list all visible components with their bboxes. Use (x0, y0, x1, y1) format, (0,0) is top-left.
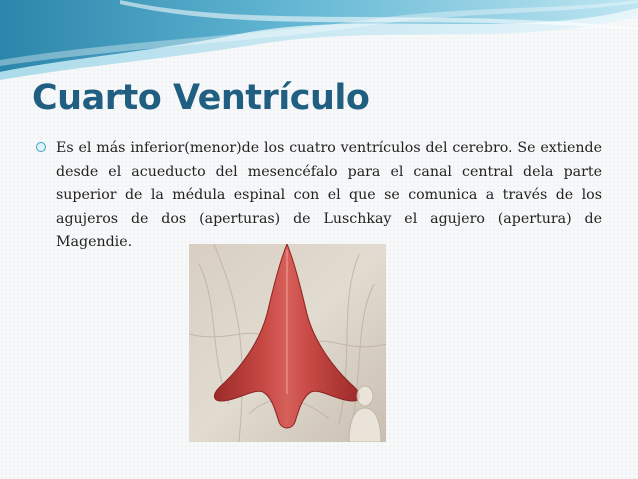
fourth-ventricle-illustration (189, 244, 386, 442)
bullet-item (36, 137, 602, 255)
slide-title: Cuarto Ventrículo (32, 78, 370, 118)
header-wave-decoration (0, 0, 638, 80)
bullet-text: Es el más inferior(menor)de los cuatro ventrículos del cerebro. Se extiende desde el acueducto del mesencéfalo para el canal central dela parte superior de la médula espinal con el que se comunica a través de los agujeros de dos (aperturas) de Luschkay el agujero (apertura) de Magendie. (56, 140, 602, 250)
bullet-circle-icon (36, 142, 46, 152)
